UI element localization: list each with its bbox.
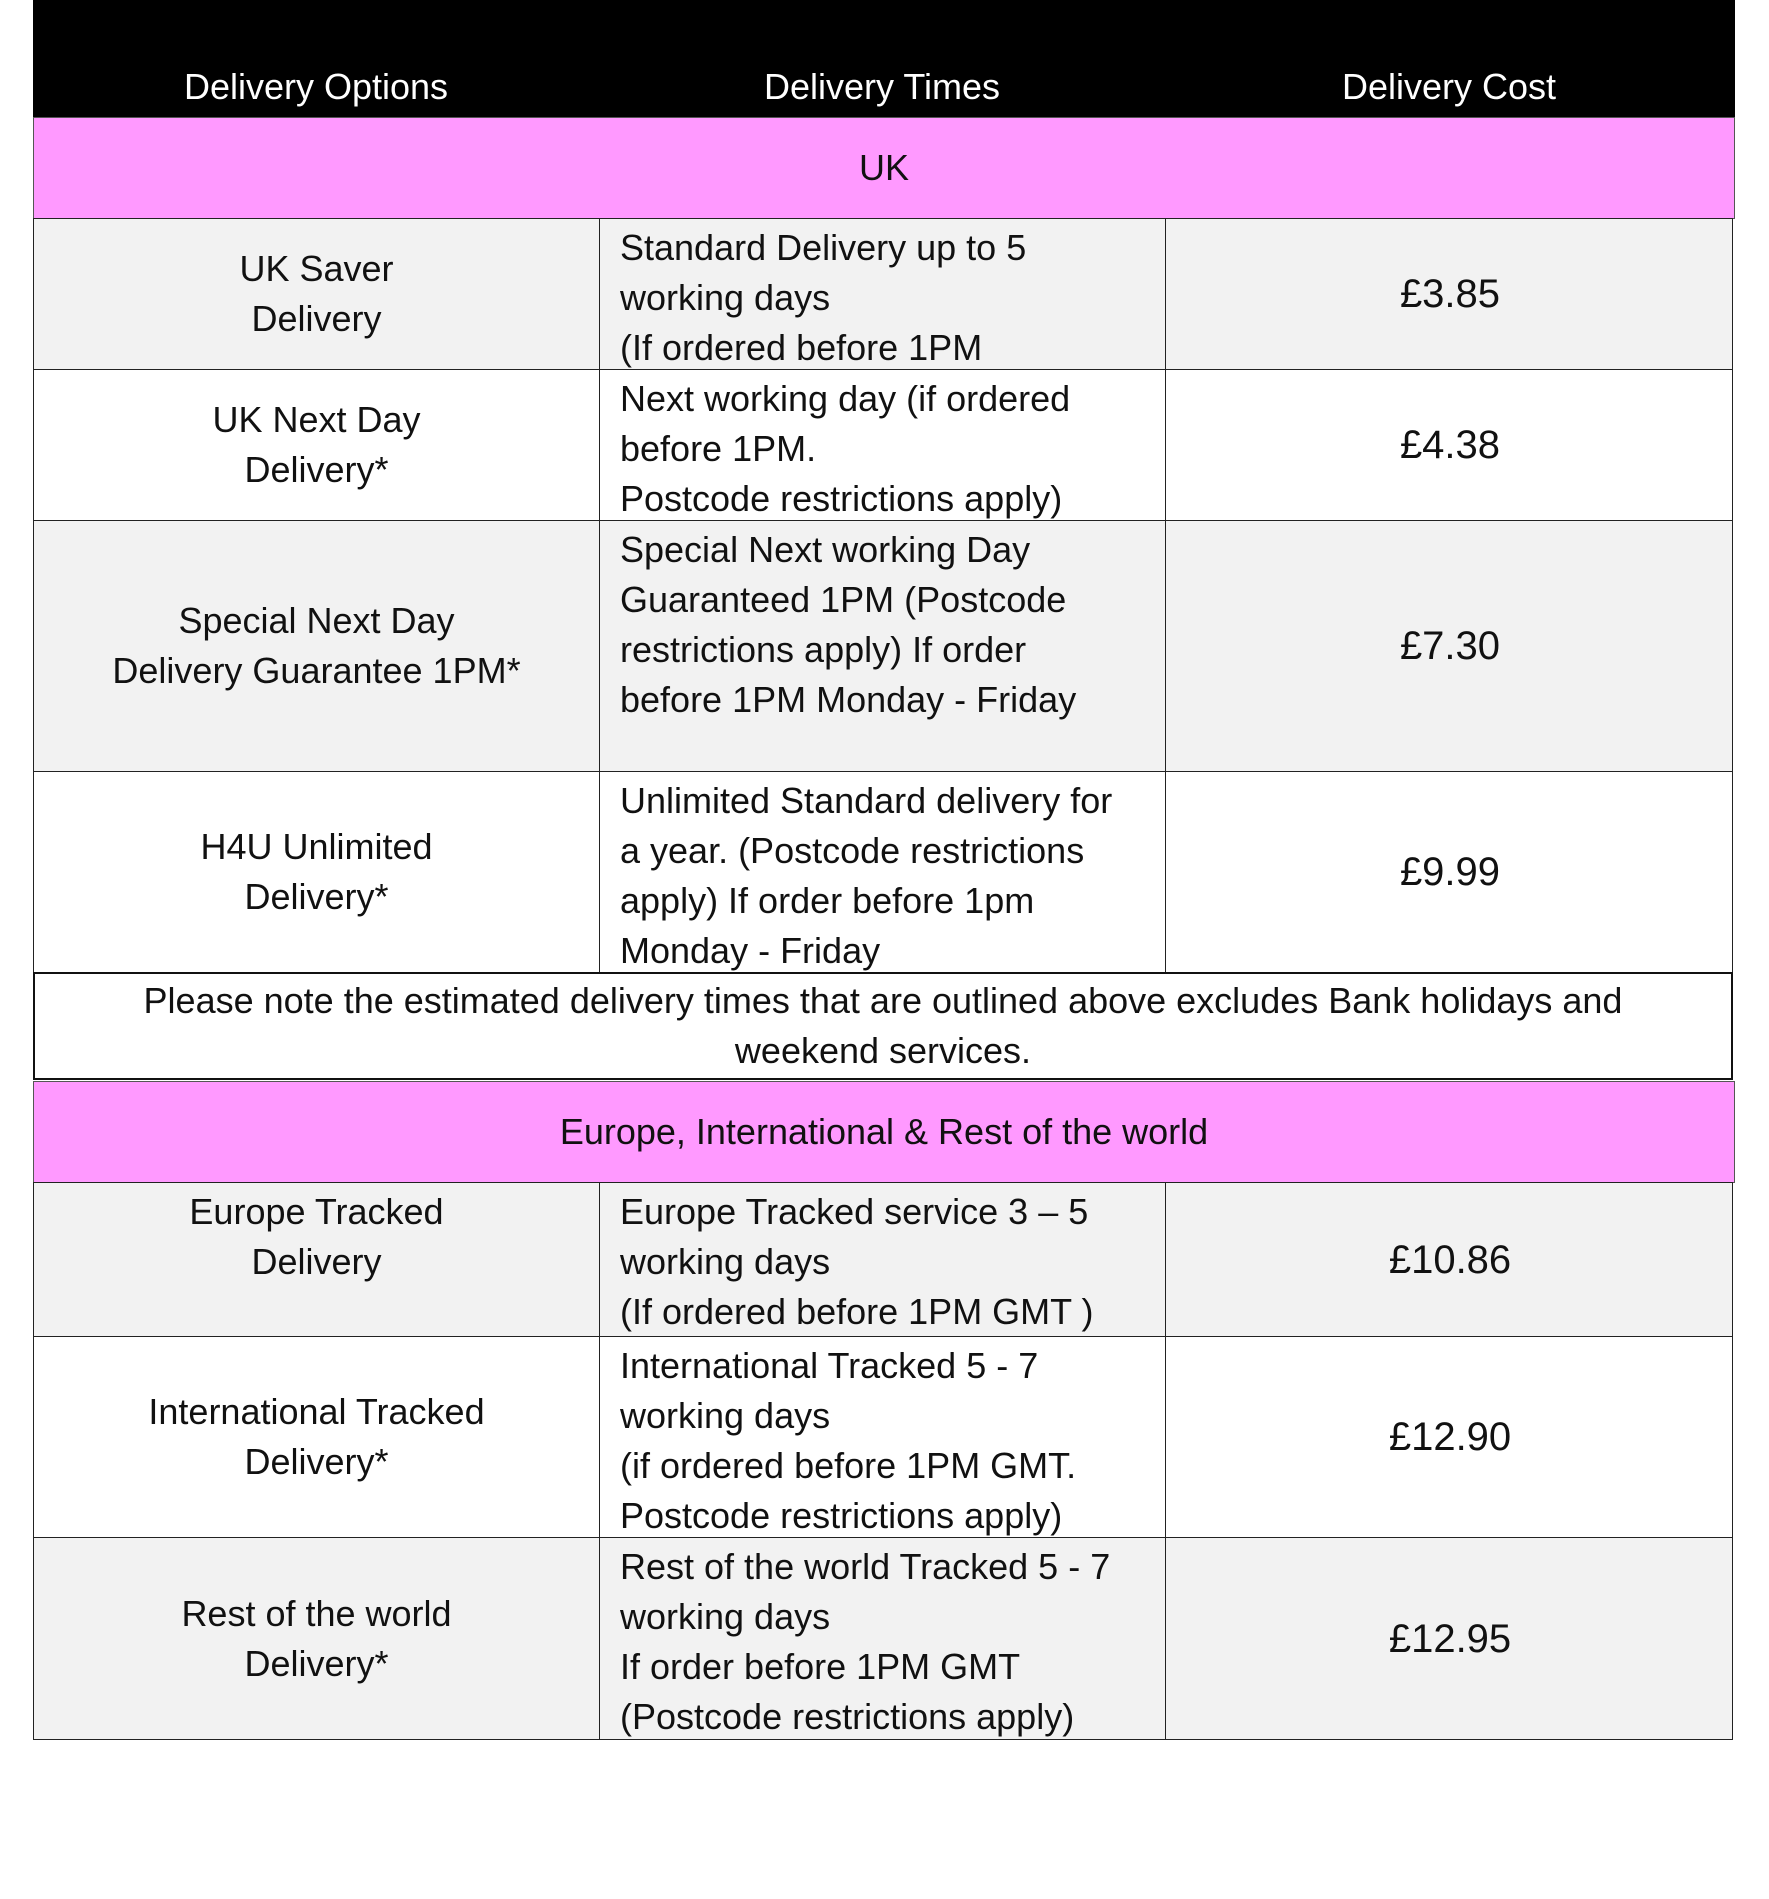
delivery-cost: £10.86 <box>1388 1237 1512 1282</box>
header-delivery-cost: Delivery Cost <box>1341 66 1557 107</box>
delivery-option: Europe Tracked Delivery <box>34 1183 600 1336</box>
delivery-times: Next working day (if ordered before 1PM. Postcode restrictions apply) <box>600 370 1166 520</box>
table-row <box>33 771 1733 973</box>
table-row <box>33 369 1733 521</box>
section-uk: UK <box>33 117 1735 219</box>
delivery-cost: £4.38 <box>1399 423 1501 467</box>
delivery-times: Rest of the world Tracked 5 - 7 working days If order before 1PM GMT (Postcode restrictions apply) <box>600 1538 1166 1739</box>
table-row <box>33 218 1733 370</box>
delivery-cost: £3.85 <box>1399 272 1501 316</box>
table-row <box>33 1182 1733 1337</box>
delivery-times: Europe Tracked service 3 – 5 working days (If ordered before 1PM GMT ) <box>600 1183 1166 1336</box>
delivery-option: UK Next Day Delivery* <box>34 370 600 520</box>
table-row <box>33 520 1733 772</box>
table-row <box>33 1336 1733 1538</box>
table-row <box>33 1537 1733 1740</box>
delivery-times: International Tracked 5 - 7 working days (if ordered before 1PM GMT. Postcode restrictions apply) <box>600 1337 1166 1537</box>
delivery-note: Please note the estimated delivery times that are outlined above excludes Bank holidays and weekend services. <box>33 972 1733 1080</box>
delivery-times: Unlimited Standard delivery for a year. (Postcode restrictions apply) If order before 1pm Monday - Friday <box>600 772 1166 972</box>
delivery-cost: £12.90 <box>1388 1415 1512 1459</box>
section-international: Europe, International & Rest of the world <box>33 1081 1735 1183</box>
delivery-option: Special Next Day Delivery Guarantee 1PM* <box>34 521 600 771</box>
delivery-times: Special Next working Day Guaranteed 1PM (Postcode restrictions apply) If order before 1PM Monday - Friday <box>600 521 1166 771</box>
delivery-option: UK Saver Delivery <box>34 219 600 369</box>
delivery-cost: £9.99 <box>1399 850 1501 894</box>
delivery-times: Standard Delivery up to 5 working days (If ordered before 1PM <box>600 219 1166 369</box>
delivery-cost: £7.30 <box>1399 624 1501 668</box>
header-delivery-options: Delivery Options <box>183 66 449 107</box>
delivery-cost: £12.95 <box>1388 1616 1512 1661</box>
table-header <box>33 0 1735 118</box>
delivery-option: Rest of the world Delivery* <box>34 1538 600 1739</box>
header-delivery-times: Delivery Times <box>763 66 1001 107</box>
delivery-option: H4U Unlimited Delivery* <box>34 772 600 972</box>
delivery-option: International Tracked Delivery* <box>34 1337 600 1537</box>
